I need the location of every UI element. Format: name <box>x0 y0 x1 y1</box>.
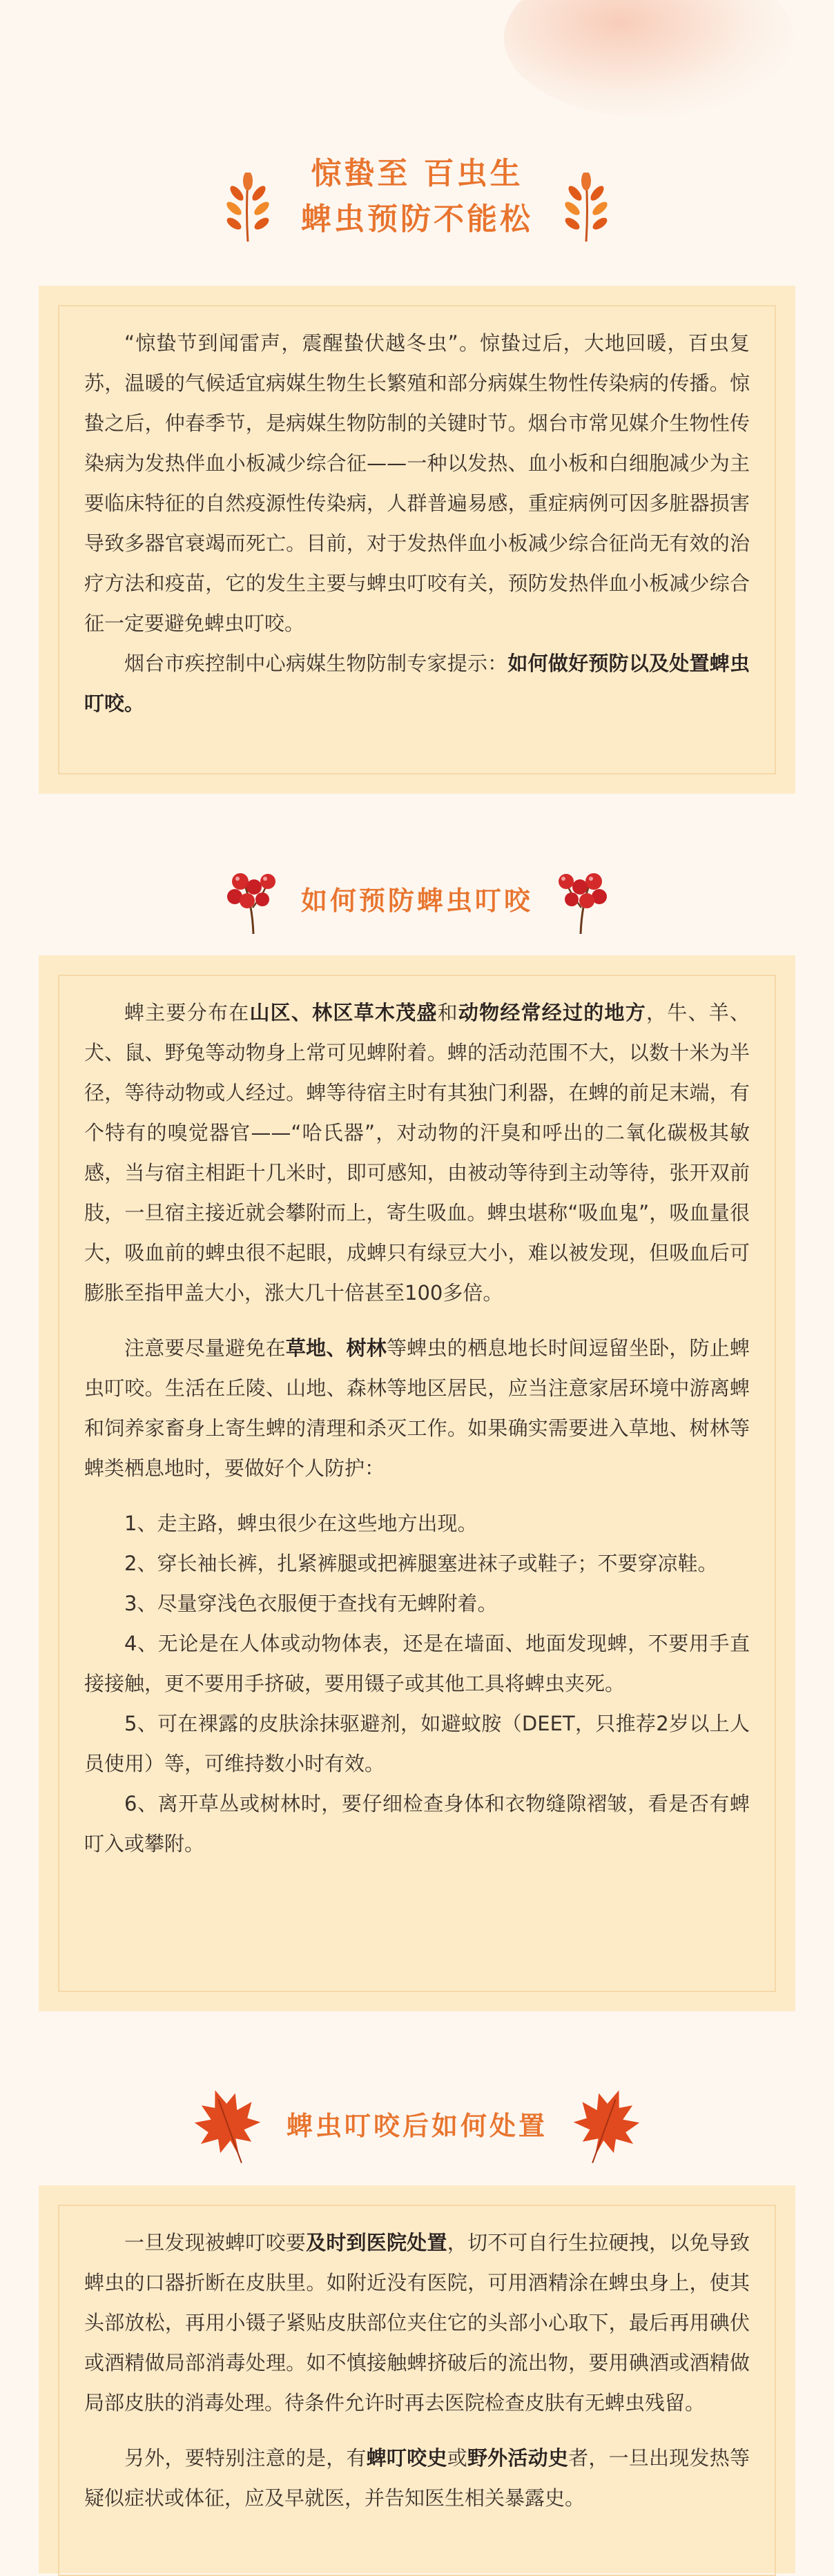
section3-title: 蜱虫叮咬后如何处置 <box>286 2111 547 2141</box>
section2-header <box>0 863 834 939</box>
prevention-item: 5、可在裸露的皮肤涂抹驱避剂，如避蚊胺（DEET，只推荐2岁以上人员使用）等，可维持数小时有效。 <box>84 1712 750 1775</box>
article-title <box>301 151 533 242</box>
prevention-item: 4、无论是在人体或动物体表，还是在墙面、地面发现蜱，不要用手直接接触，更不要用手挤破，要用镊子或其他工具将蜱虫夹死。 <box>84 1632 750 1695</box>
prevention-text <box>84 993 750 1864</box>
red-berries-left-icon <box>222 866 284 935</box>
intro-text <box>84 323 750 723</box>
prevention-card <box>39 955 795 2011</box>
prevention-item: 3、尽量穿浅色衣服便于查找有无蜱附着。 <box>124 1592 498 1615</box>
maple-leaf-right-icon <box>561 2081 651 2171</box>
article-header <box>0 145 834 248</box>
section2-title: 如何预防蜱虫叮咬 <box>300 886 533 916</box>
maple-leaf-left-icon <box>183 2081 273 2171</box>
title-line-1: 惊蛰至 百虫生 <box>311 156 523 191</box>
intro-paragraph-1: “惊蛰节到闻雷声，震醒蛰伏越冬虫”。惊蛰过后，大地回暖，百虫复苏，温暖的气候适宜病媒生物生长繁殖和部分病媒生物性传染病的传播。惊蛰之后，仲春季节，是病媒生物防制的关键时节。烟台市常见媒介生物性传染病为发热伴血小板减少综合征——一种以发热、血小板和白细胞减少为主要临床特征的自然疫源性传染病，人群普遍易感，重症病例可因多脏器损害导致多器官衰竭而死亡。目前，对于发热伴血小板减少综合征尚无有效的治疗方法和疫苗，它的发生主要与蜱虫叮咬有关，预防发热伴血小板减少综合征一定要避免蜱虫叮咬。 <box>84 331 750 635</box>
red-berries-right-icon <box>550 866 612 935</box>
section3-header <box>0 2078 834 2174</box>
prevention-paragraph-1: 蜱主要分布在山区、林区草木茂盛和动物经常经过的地方，牛、羊、犬、鼠、野兔等动物身上常可见蜱附着。蜱的活动范围不大，以数十米为半径，等待动物或人经过。蜱等待宿主时有其独门利器，在蜱的前足末端，有个特有的嗅觉器官——“哈氏器”，对动物的汗臭和呼出的二氧化碳极其敏感，当与宿主相距十几米时，即可感知，由被动等待到主动等待，张开双前肢，一旦宿主接近就会攀附而上，寄生吸血。蜱虫堪称“吸血鬼”，吸血量很大，吸血前的蜱虫很不起眼，成蜱只有绿豆大小，难以被发现，但吸血后可膨胀至指甲盖大小，涨大几十倍甚至100多倍。 <box>84 1001 750 1305</box>
intro-card <box>39 286 795 794</box>
treatment-paragraph-2: 另外，要特别注意的是，有蜱叮咬史或野外活动史者，一旦出现发热等疑似症状或体征，应及早就医，并告知医生相关暴露史。 <box>84 2446 750 2510</box>
prevention-paragraph-2: 注意要尽量避免在草地、树林等蜱虫的栖息地长时间逗留坐卧，防止蜱虫叮咬。生活在丘陵、山地、森林等地区居民，应当注意家居环境中游离蜱和饲养家畜身上寄生蜱的清理和杀灭工作。如果确实需要进入草地、树林等蜱类栖息地时，要做好个人防护： <box>84 1336 750 1480</box>
title-line-2: 蜱虫预防不能松 <box>301 202 533 237</box>
intro-paragraph-2: 烟台市疾控制中心病媒生物防制专家提示：如何做好预防以及处置蜱虫叮咬。 <box>84 652 750 715</box>
prevention-item: 2、穿长袖长裤，扎紧裤腿或把裤腿塞进袜子或鞋子；不要穿凉鞋。 <box>124 1552 718 1575</box>
treatment-card <box>39 2185 795 2573</box>
treatment-text <box>84 2223 750 2518</box>
watercolor-decoration <box>504 0 794 117</box>
autumn-leaf-left-icon <box>210 173 286 248</box>
treatment-paragraph-1: 一旦发现被蜱叮咬要及时到医院处置，切不可自行生拉硬拽，以免导致蜱虫的口器折断在皮肤里。如附近没有医院，可用酒精涂在蜱虫身上，使其头部放松，再用小镊子紧贴皮肤部位夹住它的头部小心取下，最后再用碘伏或酒精做局部消毒处理。如不慎接触蜱挤破后的流出物，要用碘酒或酒精做局部皮肤的消毒处理。待条件允许时再去医院检查皮肤有无蜱虫残留。 <box>84 2231 750 2414</box>
prevention-item: 1、走主路，蜱虫很少在这些地方出现。 <box>124 1512 478 1535</box>
prevention-item: 6、离开草丛或树林时，要仔细检查身体和衣物缝隙褶皱，看是否有蜱叮入或攀附。 <box>84 1792 750 1855</box>
autumn-leaf-right-icon <box>548 173 624 248</box>
